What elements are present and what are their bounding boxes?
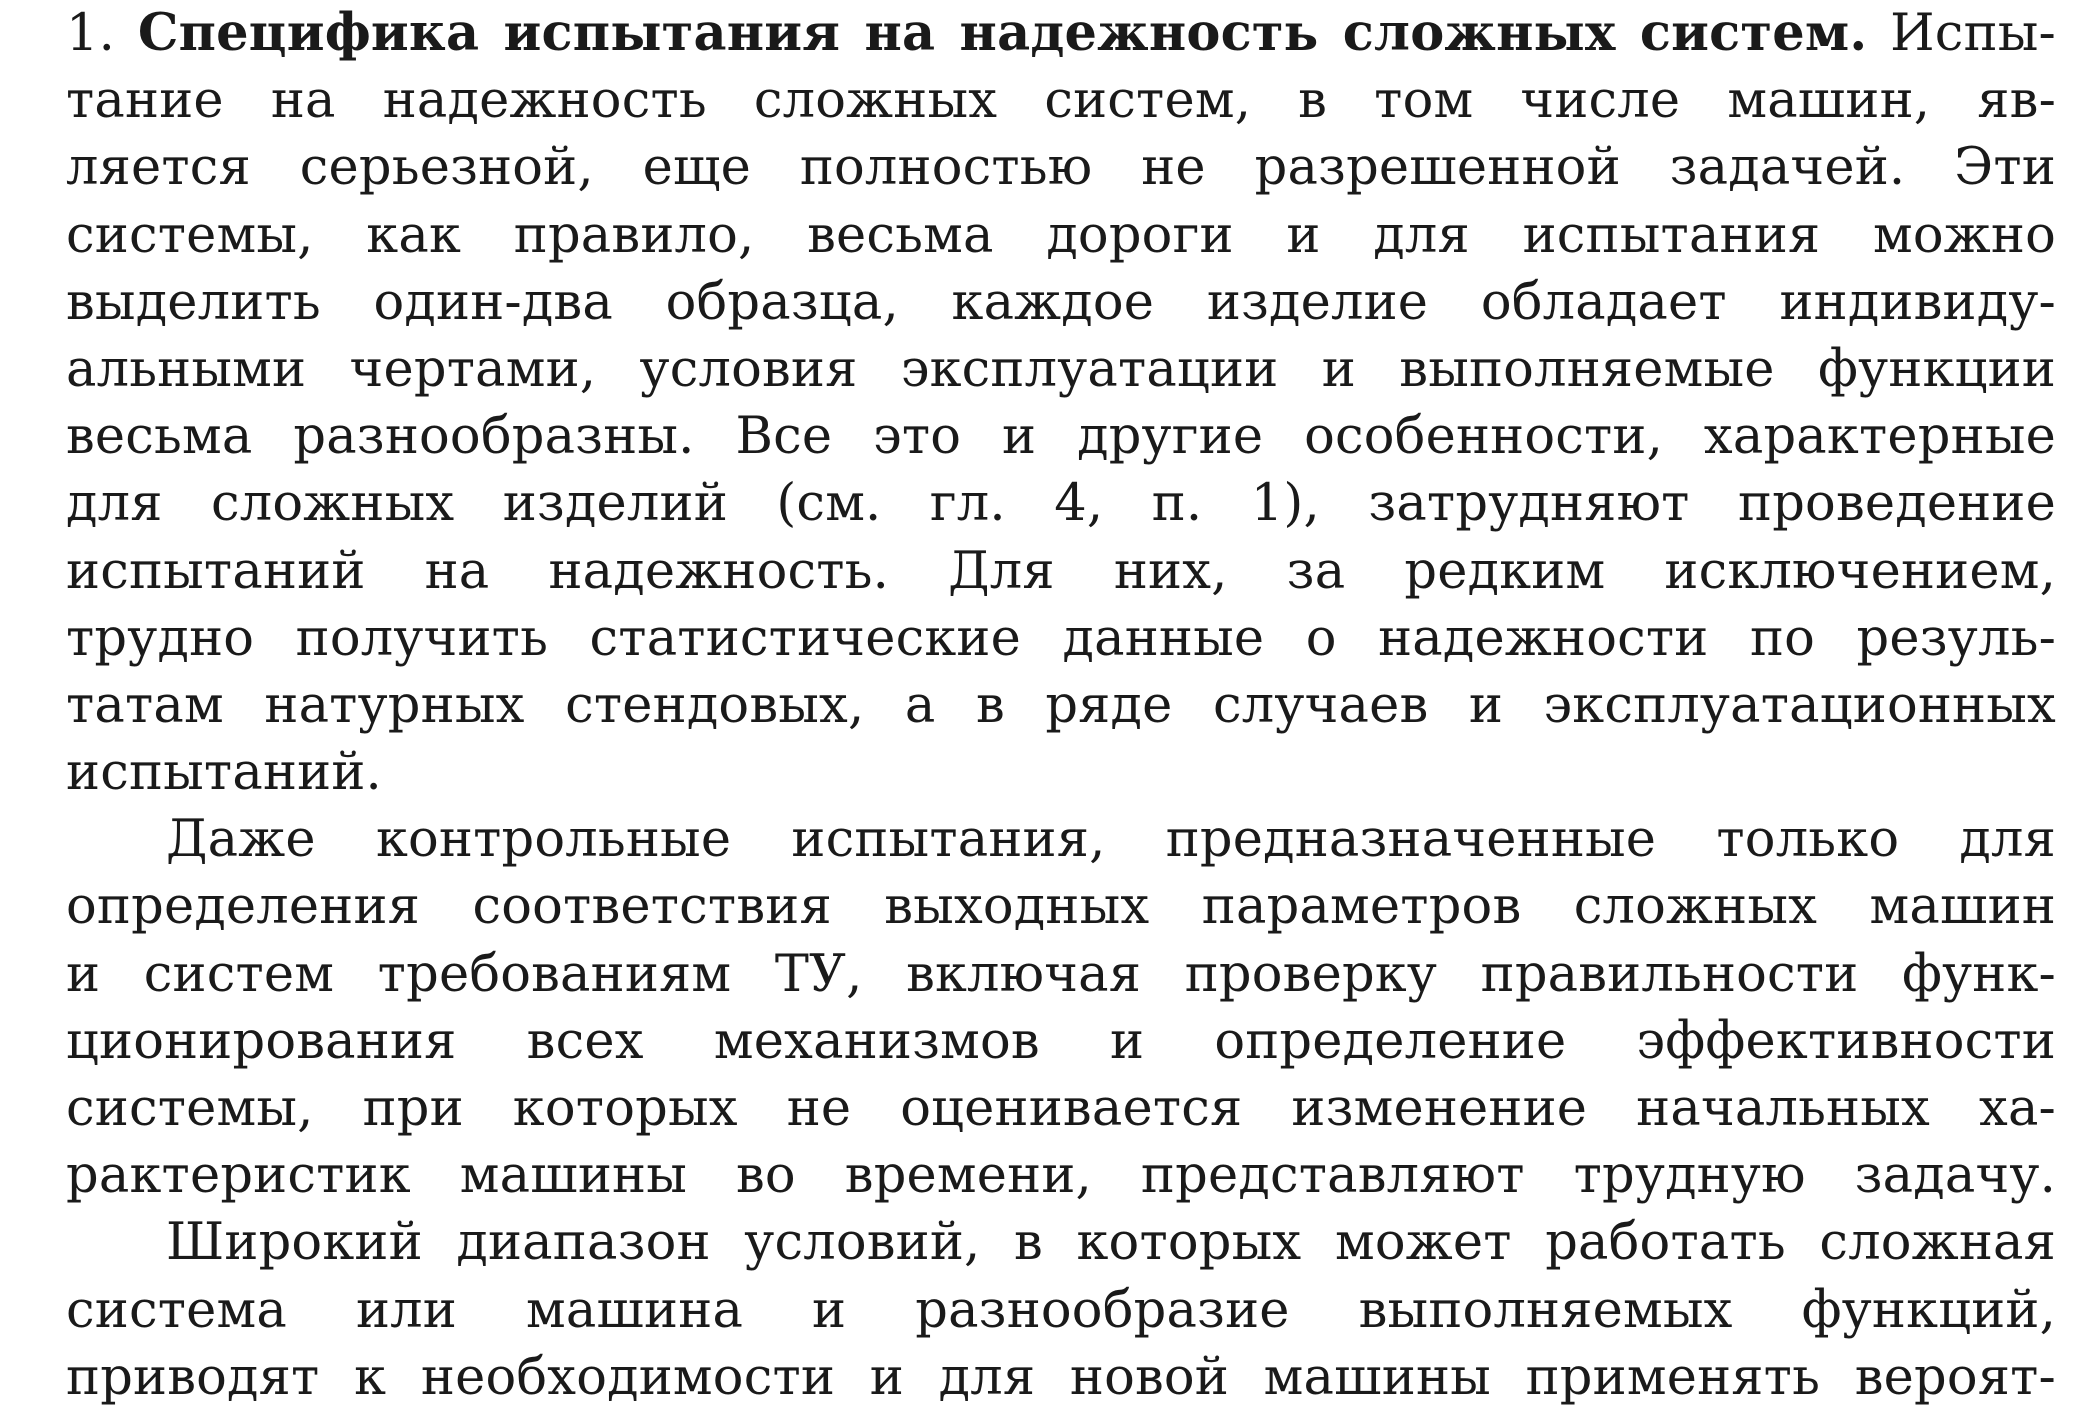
text-line: весьма разнообразны. Все это и другие особенности, характерные: [66, 407, 2056, 467]
text-line: ляется серьезной, еще полностью не разрешенной задачей. Эти: [66, 138, 2056, 198]
text-line: трудно получить статистические данные о надежности по резуль-: [66, 608, 2056, 668]
text-line: Даже контрольные испытания, предназначенные только для: [166, 810, 2056, 870]
text-line: приводят к необходимости и для новой машины применять вероят-: [66, 1347, 2056, 1407]
text-line: рактеристик машины во времени, представляют трудную задачу.: [66, 1146, 2056, 1206]
section-number: 1.: [66, 4, 116, 63]
paragraph-3: [66, 1209, 2056, 1411]
text-line: испытаний.: [66, 743, 382, 803]
text-line: и систем требованиям ТУ, включая проверку правильности функ-: [66, 944, 2056, 1004]
text-line: испытаний на надежность. Для них, за редким исключением,: [66, 541, 2056, 601]
text-line: системы, как правило, весьма дороги и для испытания можно: [66, 205, 2056, 265]
text-line: Широкий диапазон условий, в которых может работать сложная: [166, 1213, 2056, 1273]
text-line: для сложных изделий (см. гл. 4, п. 1), затрудняют проведение: [66, 474, 2056, 534]
text-line: выделить один-два образца, каждое изделие обладает индивиду-: [66, 272, 2056, 332]
section-title: Специфика испытания на надежность сложных систем.: [137, 3, 1868, 63]
text-line: тание на надежность сложных систем, в том числе машин, яв-: [66, 71, 2056, 131]
paragraph-1: [66, 0, 2056, 806]
text-line: альными чертами, условия эксплуатации и выполняемые функции: [66, 339, 2056, 399]
text-line-fragment: Испы-: [1890, 4, 2056, 63]
text-line: ционирования всех механизмов и определение эффективности: [66, 1011, 2056, 1071]
text-line: системы, при которых не оценивается изменение начальных ха-: [66, 1079, 2056, 1138]
text-line: определения соответствия выходных параметров сложных машин: [66, 877, 2056, 937]
text-line: система или машина и разнообразие выполняемых функций,: [66, 1280, 2056, 1340]
text-body: [66, 0, 2056, 1411]
text-line: [66, 0, 2056, 67]
paragraph-2: [66, 806, 2056, 1209]
text-line: татам натурных стендовых, а в ряде случаев и эксплуатационных: [66, 675, 2056, 735]
